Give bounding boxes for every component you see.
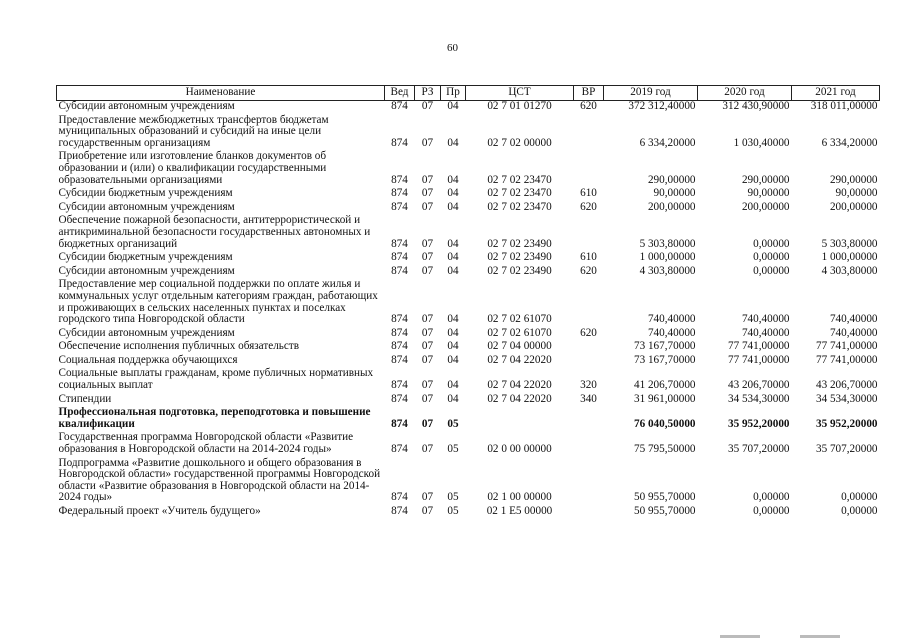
table-row (57, 101, 880, 115)
row-value-2019: 75 795,50000 (633, 443, 696, 456)
row-vr: 620 (580, 200, 597, 213)
row-name: Субсидии автономным учреждениям (58, 326, 235, 339)
row-value-2019: 73 167,70000 (633, 353, 696, 366)
table-row (57, 407, 880, 432)
row-name: Обеспечение пожарной безопасности, антитеррористической и антикриминальной безопасности государственных автономных и бюджетных организаций (58, 214, 371, 250)
row-pr: 05 (447, 417, 459, 430)
row-value-2020: 0,00000 (753, 237, 790, 250)
row-value-2021: 0,00000 (841, 491, 878, 504)
row-name: Субсидии бюджетным учреждениям (58, 251, 233, 264)
col-header-2021: 2021 год (792, 86, 880, 101)
row-ved: 874 (391, 237, 408, 250)
row-value-2020: 312 430,90000 (722, 100, 790, 112)
row-vr: 340 (580, 392, 597, 405)
row-cst: 02 1 E5 00000 (486, 505, 553, 517)
scan-artifact (720, 635, 760, 638)
row-value-2019: 4 303,80000 (639, 264, 696, 277)
row-rz: 07 (421, 491, 434, 504)
table-row (57, 202, 880, 216)
row-cst: 02 1 00 00000 (487, 491, 552, 504)
row-value-2019: 290,00000 (647, 173, 696, 186)
row-name: Стипендии (58, 392, 112, 405)
row-value-2020: 35 707,20000 (727, 443, 790, 456)
row-rz: 07 (421, 443, 434, 456)
row-ved: 874 (391, 392, 408, 405)
row-value-2019: 5 303,80000 (639, 237, 696, 250)
row-pr: 04 (447, 237, 459, 250)
row-value-2020: 35 952,20000 (727, 417, 790, 430)
row-value-2020: 0,00000 (753, 491, 790, 504)
row-ved: 874 (391, 491, 408, 504)
row-value-2019: 50 955,70000 (633, 505, 696, 517)
row-value-2021: 290,00000 (829, 173, 878, 186)
row-ved: 874 (391, 340, 408, 353)
row-vr (574, 458, 604, 506)
row-name: Государственная программа Новгородской области «Развитие образования в Новгородской области на 2014-2024 годы» (58, 431, 354, 456)
row-value-2021: 6 334,20000 (821, 136, 878, 149)
row-value-2020: 740,40000 (741, 326, 790, 339)
row-vr: 620 (580, 100, 597, 112)
row-cst: 02 7 02 23470 (487, 187, 552, 200)
row-pr: 04 (447, 379, 459, 392)
col-header-vr: ВР (574, 86, 604, 101)
row-value-2021: 740,40000 (829, 326, 878, 339)
table-body (57, 101, 880, 520)
table-row (57, 279, 880, 327)
row-pr: 04 (447, 313, 459, 326)
row-cst: 02 7 02 23490 (487, 251, 552, 264)
row-rz: 07 (421, 505, 434, 517)
row-value-2019: 372 312,40000 (628, 100, 696, 112)
row-vr (574, 506, 604, 520)
row-value-2021: 34 534,30000 (815, 392, 878, 405)
row-rz: 07 (421, 379, 434, 392)
table-row (57, 151, 880, 188)
row-cst: 02 7 02 61070 (487, 326, 552, 339)
row-pr: 04 (447, 353, 459, 366)
scan-artifact (800, 635, 840, 638)
row-pr: 05 (447, 505, 459, 517)
row-value-2021: 77 741,00000 (815, 340, 878, 353)
col-header-2019: 2019 год (604, 86, 698, 101)
row-cst: 02 7 02 23470 (487, 200, 552, 213)
row-cst: 02 7 04 22020 (487, 353, 552, 366)
table-row (57, 368, 880, 393)
row-ved: 874 (391, 264, 408, 277)
col-header-pr: Пр (441, 86, 466, 101)
row-ved: 874 (391, 443, 408, 456)
row-vr (574, 432, 604, 457)
row-ved: 874 (391, 326, 408, 339)
row-vr (574, 215, 604, 252)
row-value-2020: 290,00000 (741, 173, 790, 186)
row-value-2021: 35 707,20000 (815, 443, 878, 456)
row-value-2019: 50 955,70000 (633, 491, 696, 504)
row-value-2020: 43 206,70000 (727, 379, 790, 392)
row-value-2020: 90,00000 (747, 187, 790, 200)
row-name: Социальные выплаты гражданам, кроме публичных нормативных социальных выплат (58, 367, 374, 392)
row-pr: 05 (447, 491, 459, 504)
row-rz: 07 (421, 173, 434, 186)
row-vr: 610 (580, 251, 597, 264)
row-pr: 04 (447, 100, 459, 112)
row-ved: 874 (391, 353, 408, 366)
row-ved: 874 (391, 136, 408, 149)
row-value-2019: 73 167,70000 (633, 340, 696, 353)
row-vr: 620 (580, 326, 597, 339)
table-row (57, 215, 880, 252)
table-row (57, 188, 880, 202)
row-name: Предоставление мер социальной поддержки по оплате жилья и коммунальных услуг отдельным категориям граждан, работающих и проживающих в сельских населенных пунктах и поселках городского типа Новгородской области (58, 278, 378, 326)
row-name: Подпрограмма «Развитие дошкольного и общего образования в Новгородской области» государственной программы Новгородской области «Развитие образования в Новгородской области на 2014-2024 годы» (58, 456, 381, 504)
row-rz: 07 (421, 392, 434, 405)
row-pr: 04 (447, 392, 459, 405)
row-cst: 02 7 02 61070 (487, 313, 552, 326)
table-row (57, 355, 880, 369)
row-value-2021: 90,00000 (835, 187, 878, 200)
row-value-2020: 200,00000 (741, 200, 790, 213)
row-vr (574, 115, 604, 152)
row-vr (574, 341, 604, 355)
row-value-2019: 740,40000 (647, 326, 696, 339)
row-name: Субсидии автономным учреждениям (58, 100, 235, 112)
row-rz: 07 (421, 340, 434, 353)
row-value-2021: 1 000,00000 (821, 251, 878, 264)
row-cst: 02 7 01 01270 (487, 100, 552, 112)
row-pr: 05 (447, 443, 459, 456)
row-vr (574, 279, 604, 327)
row-value-2020: 0,00000 (753, 264, 790, 277)
row-value-2021: 4 303,80000 (821, 264, 878, 277)
row-value-2021: 35 952,20000 (815, 417, 878, 430)
row-rz: 07 (421, 417, 434, 430)
row-value-2019: 31 961,00000 (633, 392, 696, 405)
row-vr: 620 (580, 264, 597, 277)
row-pr: 04 (447, 264, 459, 277)
table-row (57, 506, 880, 520)
row-name: Субсидии автономным учреждениям (58, 264, 235, 277)
row-name: Субсидии бюджетным учреждениям (58, 187, 233, 200)
row-value-2020: 34 534,30000 (727, 392, 790, 405)
col-header-name: Наименование (57, 86, 385, 101)
row-value-2021: 5 303,80000 (821, 237, 878, 250)
row-rz: 07 (421, 251, 434, 264)
col-header-rz: РЗ (415, 86, 441, 101)
row-value-2019: 41 206,70000 (633, 379, 696, 392)
row-cst: 02 7 04 00000 (487, 340, 552, 353)
row-name: Субсидии автономным учреждениям (58, 200, 235, 213)
row-rz: 07 (421, 237, 434, 250)
row-value-2021: 318 011,00000 (810, 100, 878, 112)
table-row (57, 115, 880, 152)
row-pr: 04 (447, 173, 459, 186)
row-cst: 02 7 02 23490 (487, 237, 552, 250)
row-name: Обеспечение исполнения публичных обязательств (58, 340, 300, 353)
row-vr (574, 151, 604, 188)
page-number: 60 (447, 42, 458, 54)
row-pr: 04 (447, 136, 459, 149)
row-value-2020: 0,00000 (753, 251, 790, 264)
row-pr: 04 (447, 200, 459, 213)
row-vr (574, 355, 604, 369)
table-header (57, 86, 880, 101)
table-row (57, 328, 880, 342)
row-value-2019: 90,00000 (653, 187, 696, 200)
row-rz: 07 (421, 200, 434, 213)
row-ved: 874 (391, 417, 408, 430)
row-ved: 874 (391, 379, 408, 392)
row-name: Предоставление межбюджетных трансфертов бюджетам муниципальных образований и субсидий на иные цели государственным организациям (58, 113, 329, 149)
col-header-ved: Вед (385, 86, 415, 101)
row-value-2019: 200,00000 (647, 200, 696, 213)
row-value-2021: 200,00000 (829, 200, 878, 213)
col-header-cst: ЦСТ (466, 86, 574, 101)
row-rz: 07 (421, 264, 434, 277)
row-ved: 874 (391, 100, 408, 112)
budget-table (56, 85, 880, 520)
row-rz: 07 (421, 136, 434, 149)
row-cst: 02 7 02 23470 (487, 173, 552, 186)
row-vr: 320 (580, 379, 597, 392)
row-ved: 874 (391, 313, 408, 326)
table-row (57, 341, 880, 355)
row-name: Социальная поддержка обучающихся (58, 353, 238, 366)
row-rz: 07 (421, 100, 434, 112)
row-ved: 874 (391, 173, 408, 186)
table-row (57, 394, 880, 408)
table-row (57, 266, 880, 280)
row-rz: 07 (421, 353, 434, 366)
row-value-2021: 740,40000 (829, 313, 878, 326)
row-cst: 02 7 04 22020 (487, 392, 552, 405)
row-vr: 610 (580, 187, 597, 200)
row-value-2021: 77 741,00000 (815, 353, 878, 366)
row-ved: 874 (391, 505, 408, 517)
row-name: Приобретение или изготовление бланков документов об образовании и (или) о квалификации государственными образовательными организациями (58, 150, 327, 186)
table-row (57, 252, 880, 266)
row-value-2021: 0,00000 (841, 505, 878, 517)
row-value-2019: 6 334,20000 (639, 136, 696, 149)
row-ved: 874 (391, 251, 408, 264)
row-name: Федеральный проект «Учитель будущего» (58, 505, 261, 517)
table-row (57, 432, 880, 457)
row-rz: 07 (421, 187, 434, 200)
row-pr: 04 (447, 251, 459, 264)
row-value-2021: 43 206,70000 (815, 379, 878, 392)
row-value-2020: 77 741,00000 (727, 353, 790, 366)
row-value-2019: 76 040,50000 (633, 417, 696, 430)
row-cst: 02 7 04 22020 (487, 379, 552, 392)
row-value-2020: 77 741,00000 (727, 340, 790, 353)
row-rz: 07 (421, 326, 434, 339)
row-value-2019: 1 000,00000 (639, 251, 696, 264)
row-rz: 07 (421, 313, 434, 326)
row-ved: 874 (391, 187, 408, 200)
row-value-2020: 0,00000 (753, 505, 790, 517)
row-pr: 04 (447, 326, 459, 339)
col-header-2020: 2020 год (698, 86, 792, 101)
row-value-2019: 740,40000 (647, 313, 696, 326)
row-cst: 02 7 02 23490 (487, 264, 552, 277)
row-pr: 04 (447, 187, 459, 200)
row-ved: 874 (391, 200, 408, 213)
row-cst (466, 407, 574, 432)
row-pr: 04 (447, 340, 459, 353)
row-value-2020: 1 030,40000 (733, 136, 790, 149)
table-row (57, 458, 880, 506)
row-cst: 02 0 00 00000 (487, 443, 552, 456)
row-name: Профессиональная подготовка, переподготовка и повышение квалификации (58, 406, 371, 430)
row-cst: 02 7 02 00000 (487, 136, 552, 149)
row-value-2020: 740,40000 (741, 313, 790, 326)
row-vr (574, 407, 604, 432)
